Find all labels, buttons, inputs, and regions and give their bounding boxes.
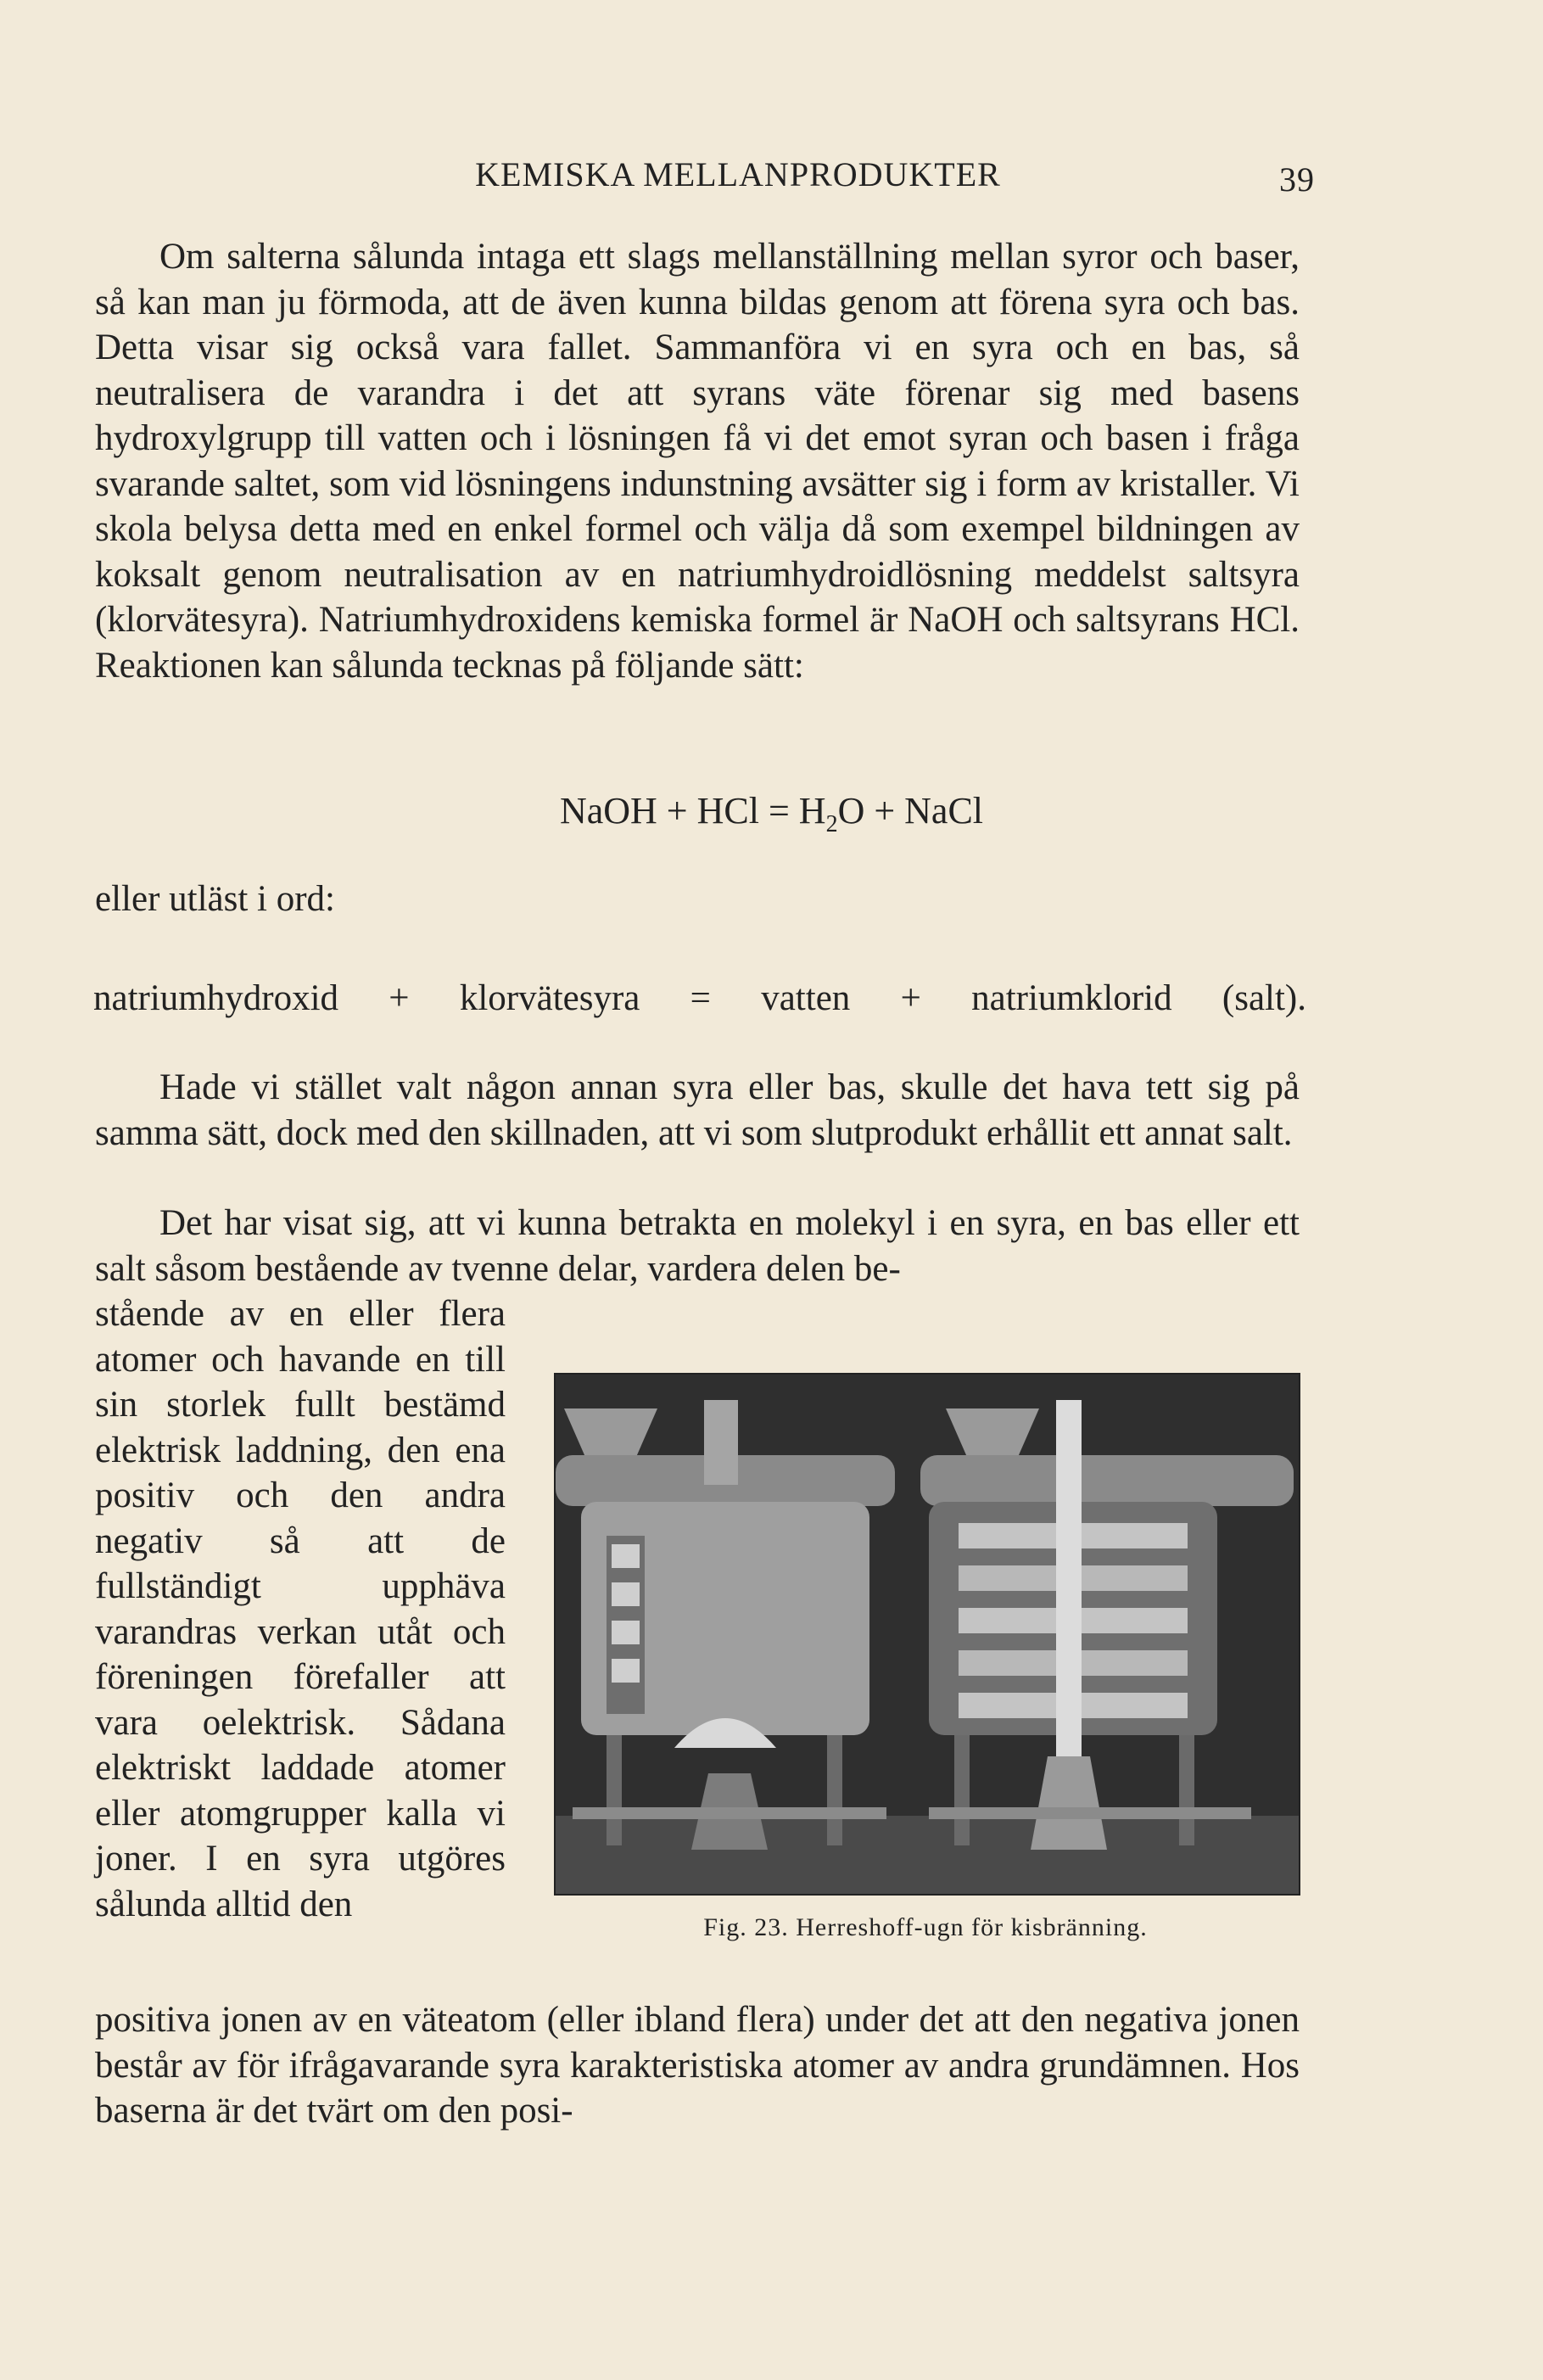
formula-subscript: 2 xyxy=(825,810,838,837)
running-title: KEMISKA MELLANPRODUKTER xyxy=(475,155,1001,193)
paragraph-other-salt: Hade vi stället valt någon annan syra eller bas, skulle det hava tett sig på samma sätt, dock med den skillnaden, att vi som slutprodukt erhållit ett annat salt. xyxy=(95,1067,1300,1153)
page-number: 39 xyxy=(1279,160,1315,199)
herreshoff-furnace-drawing xyxy=(556,1375,1299,1894)
formula-left: NaOH + HCl = H xyxy=(559,790,826,832)
running-header xyxy=(161,154,1315,205)
formula-in-words: natriumhydroxid + klorvätesyra = vatten + natriumklorid (salt). xyxy=(93,978,1306,1018)
paragraph-ions-intro: Det har visat sig, att vi kunna betrakta en molekyl i en syra, en bas eller ett salt såsom bestående av tvenne delar, vardera delen be- xyxy=(95,1203,1300,1289)
paragraph-ions-continued: positiva jonen av en väteatom (eller ibland flera) under det att den negativa jonen består av för ifrågavarande syra karakteristiska atomer av andra grundämnen. Hos baserna är det tvärt om den posi- xyxy=(95,2000,1300,2131)
formula-right: O + NaCl xyxy=(837,790,984,832)
figure-caption: Fig. 23. Herreshoff-ugn för kisbränning. xyxy=(703,1913,1148,1941)
chemical-formula xyxy=(0,789,1543,838)
paragraph-ions-wrapped: stående av en eller flera atomer och havande en till sin storlek fullt bestämd elektrisk laddning, den ena positiv och den andra negativ så att de fullständigt upphäva varandras verkan utåt och föreningen förefaller att vara oelektrisk. Sådana elektriskt laddade atomer eller atomgrupper kalla vi joner. I en syra utgöres sålunda alltid den xyxy=(95,1294,506,1924)
paragraph-neutralisation: Om salterna sålunda intaga ett slags mellanställning mellan syror och baser, så kan man ju förmoda, att de även kunna bildas genom att förena syra och bas. Detta visar sig också vara fallet. Sammanföra vi en syra och en bas, så neutralisera de varandra i det att syrans väte förenar sig med basens hydroxylgrupp till vatten och i lösningen få vi det emot syran och basen i fråga svarande saltet, som vid lösningens indunstning avsätter sig i form av kristaller. Vi skola belysa detta med en enkel formel och välja då som exempel bildningen av koksalt genom neutralisation av en natriumhydroidlösning meddelst saltsyra (klorvätesyra). Natriumhydroxidens kemiska formel är NaOH och saltsyrans HCl. Reaktionen kan sålunda tecknas på följande sätt: xyxy=(95,237,1300,686)
furnace-illustration xyxy=(554,1373,1300,1896)
formula-label: eller utläst i ord: xyxy=(95,879,336,919)
